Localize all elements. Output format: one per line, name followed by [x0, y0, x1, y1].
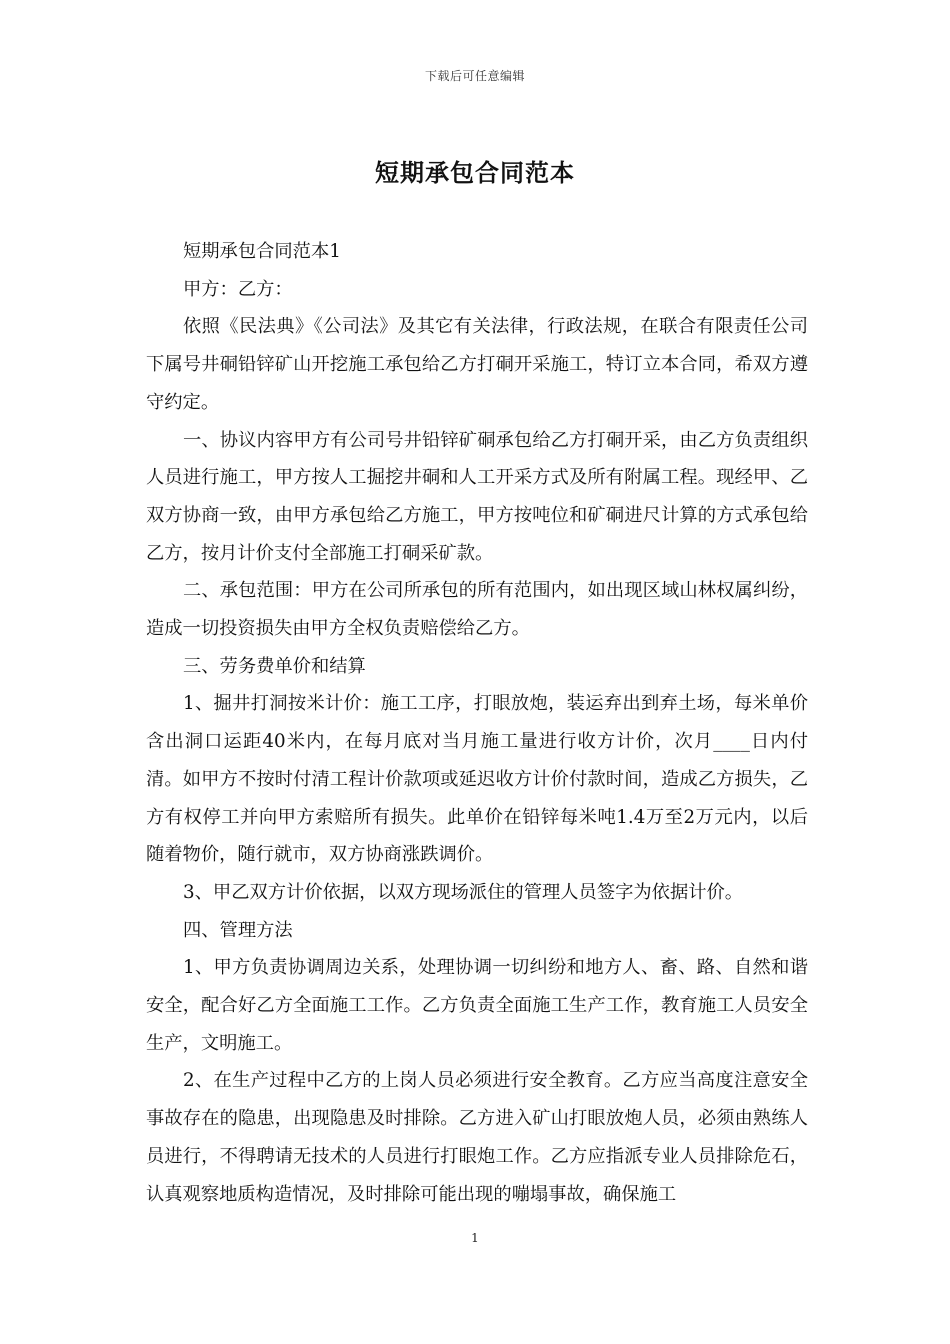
- paragraph-management-clause-1: 1、甲方负责协调周边关系，处理协调一切纠纷和地方人、畜、路、自然和谐安全，配合好乙方全面施工工作。乙方负责全面施工生产工作，教育施工人员安全生产，文明施工。: [146, 957, 808, 1054]
- paragraph-section-fees: 三、劳务费单价和结算: [183, 655, 366, 677]
- paragraph-preamble: 依照《民法典》《公司法》及其它有关法律，行政法规，在联合有限责任公司下属号井硐铅锌矿山开挖施工承包给乙方打硐开采施工，特订立本合同，希双方遵守约定。: [146, 316, 808, 413]
- paragraph-parties: 甲方：乙方：: [183, 278, 293, 300]
- paragraph-section-management: 四、管理方法: [183, 919, 293, 941]
- paragraph-agreement-content: 一、协议内容甲方有公司号井铅锌矿硐承包给乙方打硐开采，由乙方负责组织人员进行施工，甲方按人工掘挖井硐和人工开采方式及所有附属工程。现经甲、乙双方协商一致，由甲方承包给乙方施工，甲方按吨位和矿硐进尺计算的方式承包给乙方，按月计价支付全部施工打硐采矿款。: [146, 429, 808, 564]
- paragraph-management-clause-2: 2、在生产过程中乙方的上岗人员必须进行安全教育。乙方应当高度注意安全事故存在的隐患，出现隐患及时排除。乙方进入矿山打眼放炮人员，必须由熟练人员进行，不得聘请无技术的人员进行打眼炮工作。乙方应指派专业人员排除危石，认真观察地质构造情况，及时排除可能出现的嘣塌事故，确保施工: [146, 1070, 808, 1205]
- paragraph-fee-clause-3: 3、甲乙双方计价依据，以双方现场派住的管理人员签字为依据计价。: [183, 881, 744, 903]
- paragraph-scope: 二、承包范围：甲方在公司所承包的所有范围内，如出现区域山林权属纠纷，造成一切投资损失由甲方全权负责赔偿给乙方。: [146, 580, 808, 640]
- paragraph-subtitle: 短期承包合同范本1: [183, 241, 341, 262]
- header-note: 下载后可任意编辑: [424, 69, 525, 83]
- page-number: 1: [471, 1231, 479, 1245]
- paragraph-fee-clause-1: 1、掘井打洞按米计价：施工工序，打眼放炮，装运弃出到弃土场，每米单价含出洞口运距40米内，在每月底对当月施工量进行收方计价，次月____日内付清。如甲方不按时付清工程计价款项或延迟收方计价付款时间，造成乙方损失，乙方有权停工并向甲方索赔所有损失。此单价在铅锌每米吨1.4万至2万元内，以后随着物价，随行就市，双方协商涨跌调价。: [146, 693, 808, 866]
- document-body: [146, 233, 808, 1213]
- document-title: 短期承包合同范本: [375, 158, 575, 187]
